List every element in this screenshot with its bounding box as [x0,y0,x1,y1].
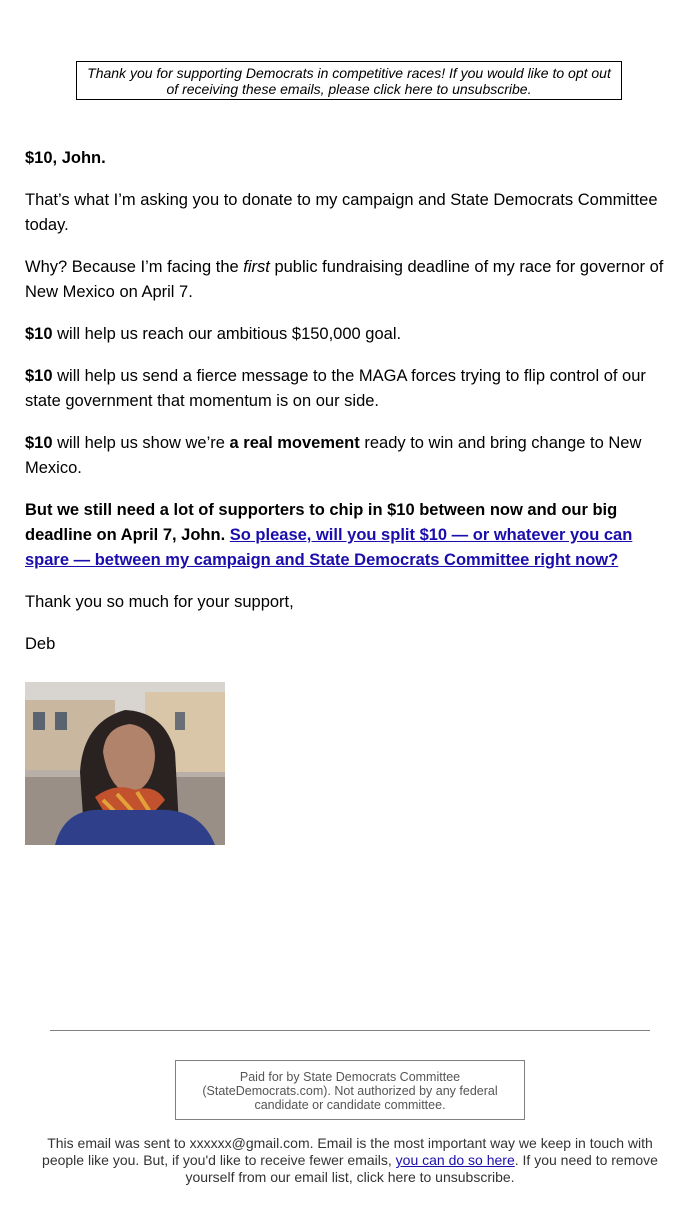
paragraph-cta: But we still need a lot of supporters to chip in $10 between now and our big deadline on April 7, John. So please, will you split $10 — or whatever you can spare — between my campaign and State Democrats Committee right now? [25,501,633,569]
recipient-email: xxxxxx@gmail.com [189,1135,310,1151]
greeting: $10, John. [25,149,106,167]
paragraph-message: $10 will help us send a fierce message to the MAGA forces trying to flip control of our state government that momentum is on our side. [25,367,646,410]
paragraph-goal: $10 will help us reach our ambitious $150,000 goal. [25,325,402,343]
footer-text: This email was sent to xxxxxx@gmail.com. Email is the most important way we keep in touch with people like you. But, if you'd like to receive fewer emails, you can do so here. If you need to remove yourself from our email list, click here to unsubscribe. [42,1135,658,1185]
unsubscribe-notice-box[interactable] [76,61,622,100]
candidate-photo [25,682,225,845]
signature: Deb [25,635,56,653]
footer-divider [50,1030,650,1031]
unsubscribe-notice-text[interactable]: Thank you for supporting Democrats in competitive races! If you would like to opt out of receiving these emails, please click here to unsubscribe. [87,65,611,97]
paragraph-deadline: Why? Because I’m facing the first public fundraising deadline of my race for governor of New Mexico on April 7. [25,258,664,301]
fewer-emails-link[interactable]: you can do so here [395,1152,515,1168]
paid-for-text: Paid for by State Democrats Committee (StateDemocrats.com). Not authorized by any federal candidate or candidate committee. [202,1070,498,1112]
unsubscribe-footer-text[interactable]: . If you need to remove yourself from our email list, click here to unsubscribe. [185,1152,658,1185]
donate-link[interactable]: So please, will you split $10 — or whatever you can spare — between my campaign and State Democrats Committee right now? [25,526,633,569]
paragraph-movement: $10 will help us show we’re a real movement ready to win and bring change to New Mexico. [25,434,642,477]
closing-line: Thank you so much for your support, [25,593,294,611]
paid-for-box [175,1060,525,1120]
paragraph-ask: That’s what I’m asking you to donate to my campaign and State Democrats Committee today. [25,191,658,234]
emphasis-first: first [243,258,270,276]
email-body [25,146,675,674]
